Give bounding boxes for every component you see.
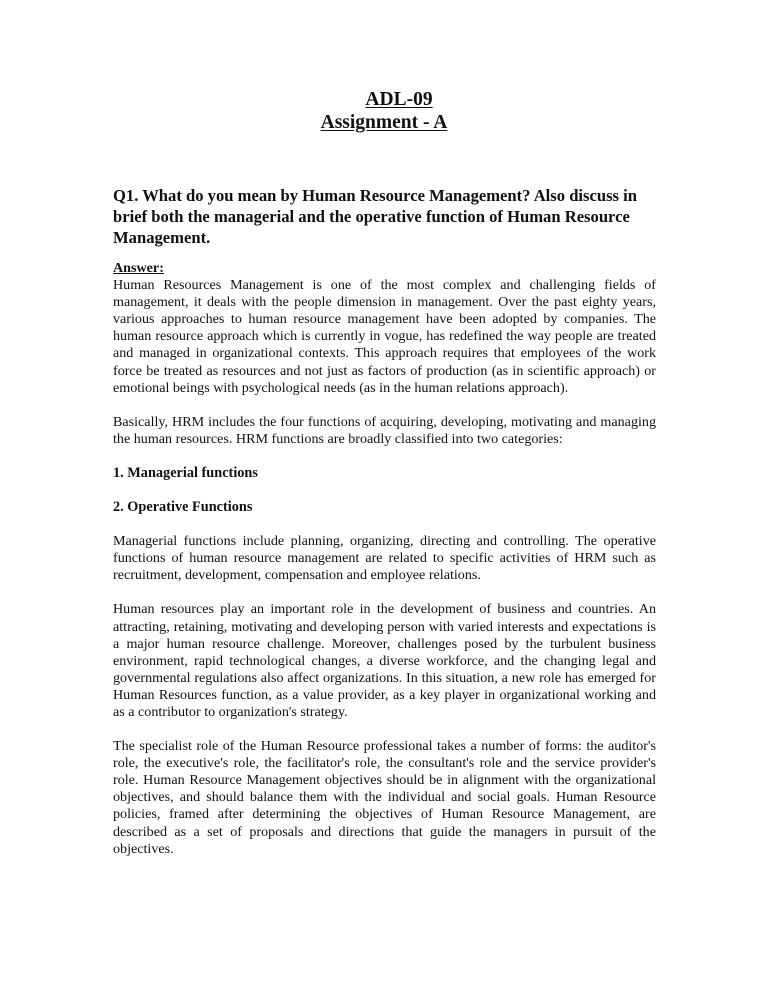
paragraph-intro: Human Resources Management is one of the most complex and challenging fields of management, it deals with the people dimension in management. Over the past eighty years, various approaches to human resource management have been adopted by companies. The human resource approach which is currently in vogue, has redefined the way people are treated and managed in organizational contexts. This approach requires that employees of the work force be treated as resources and not just as factors of production (as in scientific approach) or emotional beings with psychological needs (as in the human relations approach).: [113, 277, 656, 396]
document-title: [0, 88, 768, 134]
managerial-functions-heading: 1. Managerial functions: [113, 464, 258, 481]
paragraph-managerial-detail: Managerial functions include planning, organizing, directing and controlling. The operative functions of human resource management are related to specific activities of HRM such as recruitment, development, compensation and employee relations.: [113, 533, 656, 584]
answer-body: [113, 260, 656, 875]
question-heading: Q1. What do you mean by Human Resource Management? Also discuss in brief both the managerial and the operative function of Human Resource Management.: [113, 186, 637, 247]
paragraph-hr-role: Human resources play an important role in the development of business and countries. An attracting, retaining, motivating and developing person with varied interests and expectations is a major human resource challenge. Moreover, challenges posed by the turbulent business environment, rapid technological changes, a diverse workforce, and the changing legal and governmental regulations also affect organizations. In this situation, a new role has emerged for Human Resources function, as a value provider, as a key player in organizational working and as a contributor to organization's strategy.: [113, 601, 656, 720]
course-code-heading: ADL-09: [365, 89, 433, 110]
paragraph-functions: Basically, HRM includes the four functions of acquiring, developing, motivating and managing the human resources. HRM functions are broadly classified into two categories:: [113, 413, 656, 447]
operative-functions-heading: 2. Operative Functions: [113, 499, 253, 516]
assignment-heading: Assignment - A: [320, 112, 448, 133]
paragraph-specialist-role: The specialist role of the Human Resource professional takes a number of forms: the auditor's role, the executive's role, the facilitator's role, the consultant's role and the service provider's role. Human Resource Management objectives should be in alignment with the organizational objectives, and should balance them with the individual and social goals. Human Resource policies, framed after determining the objectives of Human Resource Management, are described as a set of proposals and directions that guide the managers in pursuit of the objectives.: [113, 738, 656, 857]
answer-label: Answer:: [113, 260, 164, 276]
